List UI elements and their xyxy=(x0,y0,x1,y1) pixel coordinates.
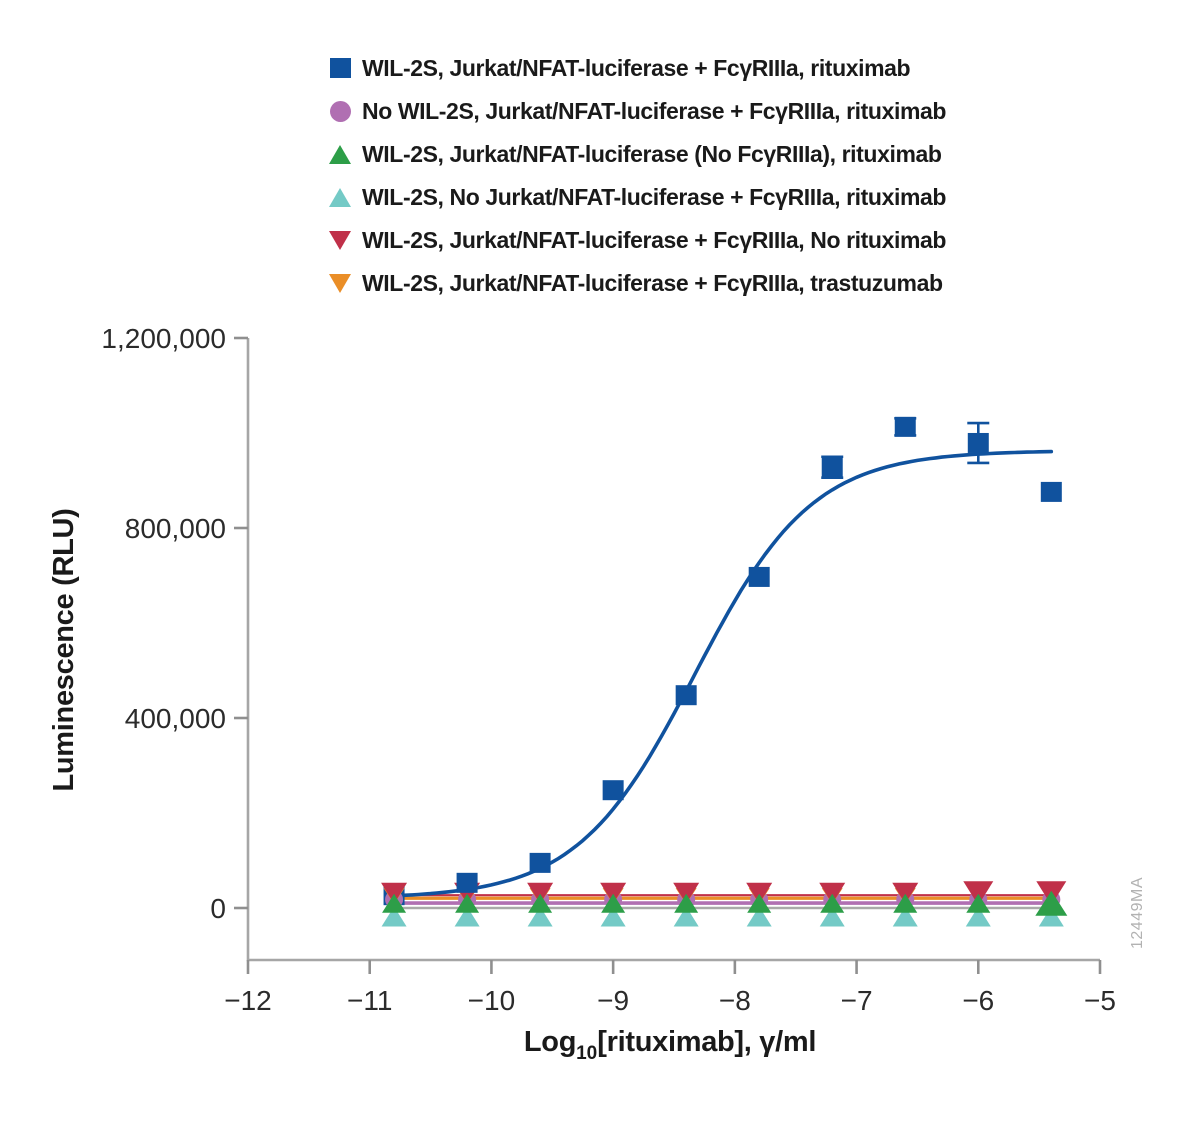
y-tick-label: 400,000 xyxy=(124,703,226,734)
y-tick-label: 1,200,000 xyxy=(101,323,226,354)
y-tick-label: 800,000 xyxy=(124,513,226,544)
y-axis-ticks xyxy=(101,323,248,924)
x-tick-label: −11 xyxy=(347,985,393,1016)
x-tick-label: −10 xyxy=(467,985,516,1016)
x-tick-label: −9 xyxy=(597,985,630,1016)
dose-response-fit-curve xyxy=(388,452,1051,896)
series-main-points xyxy=(457,417,1062,893)
x-tick-label: −8 xyxy=(718,985,751,1016)
legend-item-label: WIL-2S, Jurkat/NFAT-luciferase + FcγRIIIa, trastuzumab xyxy=(362,269,943,296)
x-axis-title-prefix: Log xyxy=(523,1026,577,1058)
x-axis-ticks xyxy=(224,960,1116,1016)
watermark-text: 12449MA xyxy=(1129,877,1146,949)
y-tick-label: 0 xyxy=(210,893,226,924)
x-axis-title xyxy=(430,1026,910,1065)
x-tick-label: −12 xyxy=(224,985,272,1016)
y-axis-title: Luminescence (RLU) xyxy=(48,508,80,792)
axis-frame xyxy=(248,338,1100,960)
legend-item-label: WIL-2S, Jurkat/NFAT-luciferase (No FcγRIIIa), rituximab xyxy=(362,140,942,167)
x-tick-label: −5 xyxy=(1084,985,1116,1016)
x-tick-label: −6 xyxy=(962,985,995,1016)
legend-item-label: No WIL-2S, Jurkat/NFAT-luciferase + FcγRIIIa, rituximab xyxy=(362,97,947,124)
x-axis-title-rest: [rituximab], γ/ml xyxy=(597,1026,817,1058)
legend-item-label: WIL-2S, Jurkat/NFAT-luciferase + FcγRIIIa, rituximab xyxy=(362,54,911,81)
x-tick-label: −7 xyxy=(840,985,873,1016)
legend-item-label: WIL-2S, Jurkat/NFAT-luciferase + FcγRIIIa, No rituximab xyxy=(362,226,947,253)
legend-item-label: WIL-2S, No Jurkat/NFAT-luciferase + FcγRIIIa, rituximab xyxy=(362,183,947,210)
x-axis-title-subscript: 10 xyxy=(576,1043,598,1064)
